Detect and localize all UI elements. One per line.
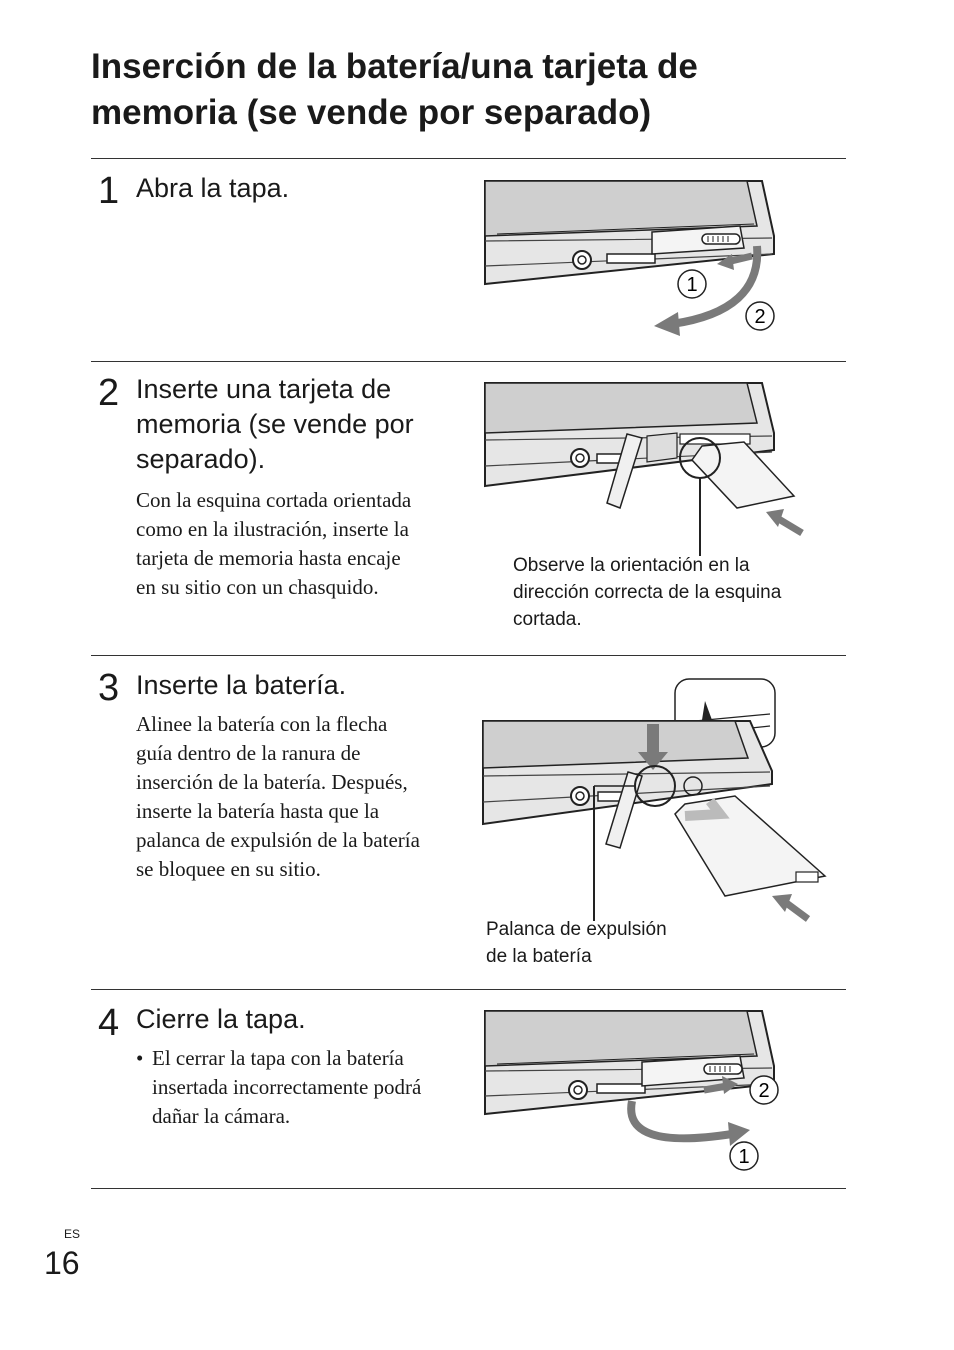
close-cover-illustration bbox=[482, 1006, 782, 1176]
step-2-body bbox=[136, 486, 466, 602]
caption-line: dirección correcta de la esquina bbox=[513, 582, 782, 603]
body-line: Alinee la batería con la flecha bbox=[136, 712, 388, 736]
body-line: tarjeta de memoria hasta encaje bbox=[136, 546, 401, 570]
note-line: El cerrar la tapa con la batería bbox=[152, 1046, 404, 1070]
callout-1: 1 bbox=[686, 274, 698, 296]
step-3-heading bbox=[136, 668, 346, 703]
step-1-number: 1 bbox=[98, 170, 120, 212]
body-line: Con la esquina cortada orientada bbox=[136, 488, 412, 512]
language-code: ES bbox=[64, 1227, 81, 1241]
step-1-heading-line: Abra la tapa. bbox=[136, 173, 290, 203]
step-3-caption bbox=[486, 916, 667, 970]
page-title-line-2: memoria (se vende por separado) bbox=[91, 93, 652, 132]
divider bbox=[91, 361, 846, 362]
divider bbox=[91, 989, 846, 990]
body-line: se bloquee en su sitio. bbox=[136, 857, 321, 881]
step-4-heading-line: Cierre la tapa. bbox=[136, 1004, 306, 1034]
step-2-number: 2 bbox=[98, 372, 120, 414]
step-2-heading-line: memoria (se vende por bbox=[136, 409, 414, 439]
body-line: como en la ilustración, inserte la bbox=[136, 517, 409, 541]
page-title bbox=[91, 44, 871, 136]
body-line: inserción de la batería. Después, bbox=[136, 770, 408, 794]
bullet-dot: • bbox=[136, 1046, 144, 1070]
body-line: palanca de expulsión de la batería bbox=[136, 828, 420, 852]
body-line: inserte la batería hasta que la bbox=[136, 799, 380, 823]
divider bbox=[91, 1188, 846, 1189]
step-2-heading-line: separado). bbox=[136, 444, 266, 474]
caption-line: de la batería bbox=[486, 946, 592, 967]
caption-line: cortada. bbox=[513, 609, 582, 630]
step-2-heading bbox=[136, 372, 414, 477]
step-4-number: 4 bbox=[98, 1002, 120, 1044]
page-number: 16 bbox=[44, 1245, 80, 1281]
callout-2: 2 bbox=[758, 1080, 770, 1102]
page-title-line-1: Inserción de la batería/una tarjeta de bbox=[91, 47, 698, 86]
divider bbox=[91, 158, 846, 159]
note-line: dañar la cámara. bbox=[152, 1104, 291, 1128]
open-cover-illustration bbox=[482, 176, 782, 346]
insert-battery-illustration bbox=[480, 676, 830, 926]
step-4-heading bbox=[136, 1002, 306, 1037]
step-3-heading-line: Inserte la batería. bbox=[136, 670, 347, 700]
caption-line: Observe la orientación en la bbox=[513, 555, 750, 576]
step-3-number: 3 bbox=[98, 667, 120, 709]
callout-1: 1 bbox=[738, 1146, 750, 1168]
note-line: insertada incorrectamente podrá bbox=[152, 1075, 422, 1099]
step-2-caption bbox=[513, 552, 781, 633]
callout-2: 2 bbox=[754, 306, 766, 328]
caption-line: Palanca de expulsión bbox=[486, 919, 667, 940]
divider bbox=[91, 655, 846, 656]
step-2-heading-line: Inserte una tarjeta de bbox=[136, 374, 392, 404]
step-1-heading bbox=[136, 171, 289, 206]
insert-memory-card-illustration bbox=[482, 378, 812, 558]
body-line: en su sitio con un chasquido. bbox=[136, 575, 379, 599]
body-line: guía dentro de la ranura de bbox=[136, 741, 361, 765]
step-3-body bbox=[136, 710, 466, 884]
